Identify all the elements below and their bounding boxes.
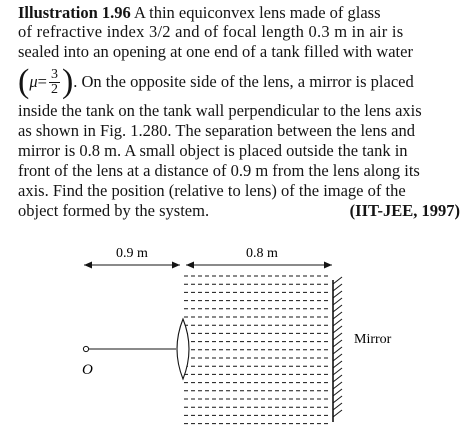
text-line-9: axis. Find the position (relative to lens) of the image of the bbox=[18, 181, 406, 200]
label-0-8m: 0.8 m bbox=[246, 246, 278, 261]
mirror-hatch bbox=[333, 284, 342, 291]
mirror-hatch bbox=[333, 340, 342, 347]
convex-lens bbox=[177, 319, 189, 379]
paren-close: ) bbox=[61, 63, 74, 101]
mirror-hatch bbox=[333, 354, 342, 361]
mirror-hatch bbox=[333, 396, 342, 403]
mirror-hatch bbox=[333, 319, 342, 326]
mirror-hatch bbox=[333, 347, 342, 354]
dimension-lens-mirror bbox=[186, 262, 332, 269]
text-line-1: Illustration 1.96 A thin equiconvex lens made of glass bbox=[18, 3, 381, 22]
mu-symbol: μ bbox=[29, 72, 38, 92]
mirror-hatch bbox=[333, 333, 342, 340]
mirror-hatch bbox=[333, 326, 342, 333]
mirror-hatch bbox=[333, 403, 342, 410]
mirror-hatch bbox=[333, 298, 342, 305]
mirror-hatch bbox=[333, 375, 342, 382]
mirror-hatch bbox=[333, 305, 342, 312]
mirror-hatch bbox=[333, 291, 342, 298]
mirror-hatch bbox=[333, 312, 342, 319]
object-point bbox=[83, 346, 88, 351]
paren-open: ( bbox=[18, 63, 30, 101]
mu-fraction: $\frac{3}{2}$ bbox=[50, 66, 58, 97]
mirror-label: Mirror bbox=[354, 332, 392, 347]
text-line-6: as shown in Fig. 1.280. The separation between the lens and bbox=[18, 121, 415, 140]
text-line-5: inside the tank on the tank wall perpendicular to the lens axis bbox=[18, 101, 422, 120]
text-line-10: object formed by the system. bbox=[18, 201, 210, 220]
text-line-4: (μ= $\frac{3}{2}$ ). On the opposite side of the lens, a mirror is placed bbox=[18, 63, 414, 101]
mirror-hatch bbox=[333, 389, 342, 396]
mirror-hatch bbox=[333, 382, 342, 389]
text-line-3: sealed into an opening at one end of a tank filled with water bbox=[18, 42, 413, 61]
tank-water bbox=[184, 276, 330, 424]
label-0-9m: 0.9 m bbox=[116, 246, 148, 261]
mirror-hatch bbox=[333, 410, 342, 417]
dimension-object-lens bbox=[84, 262, 180, 269]
text-line-8: front of the lens at a distance of 0.9 m from the lens along its bbox=[18, 161, 420, 180]
illustration-label: Illustration 1.96 bbox=[18, 3, 131, 22]
exam-source: (IIT-JEE, 1997) bbox=[349, 201, 460, 220]
mirror-hatch bbox=[333, 368, 342, 375]
object-label: O bbox=[82, 362, 93, 378]
text-line-2: of refractive index 3/2 and of focal length 0.3 m in air is bbox=[18, 22, 404, 41]
mirror-hatch bbox=[333, 277, 342, 284]
mirror bbox=[333, 277, 342, 422]
mirror-hatch bbox=[333, 361, 342, 368]
text-line-7: mirror is 0.8 m. A small object is placed outside the tank in bbox=[18, 141, 408, 160]
